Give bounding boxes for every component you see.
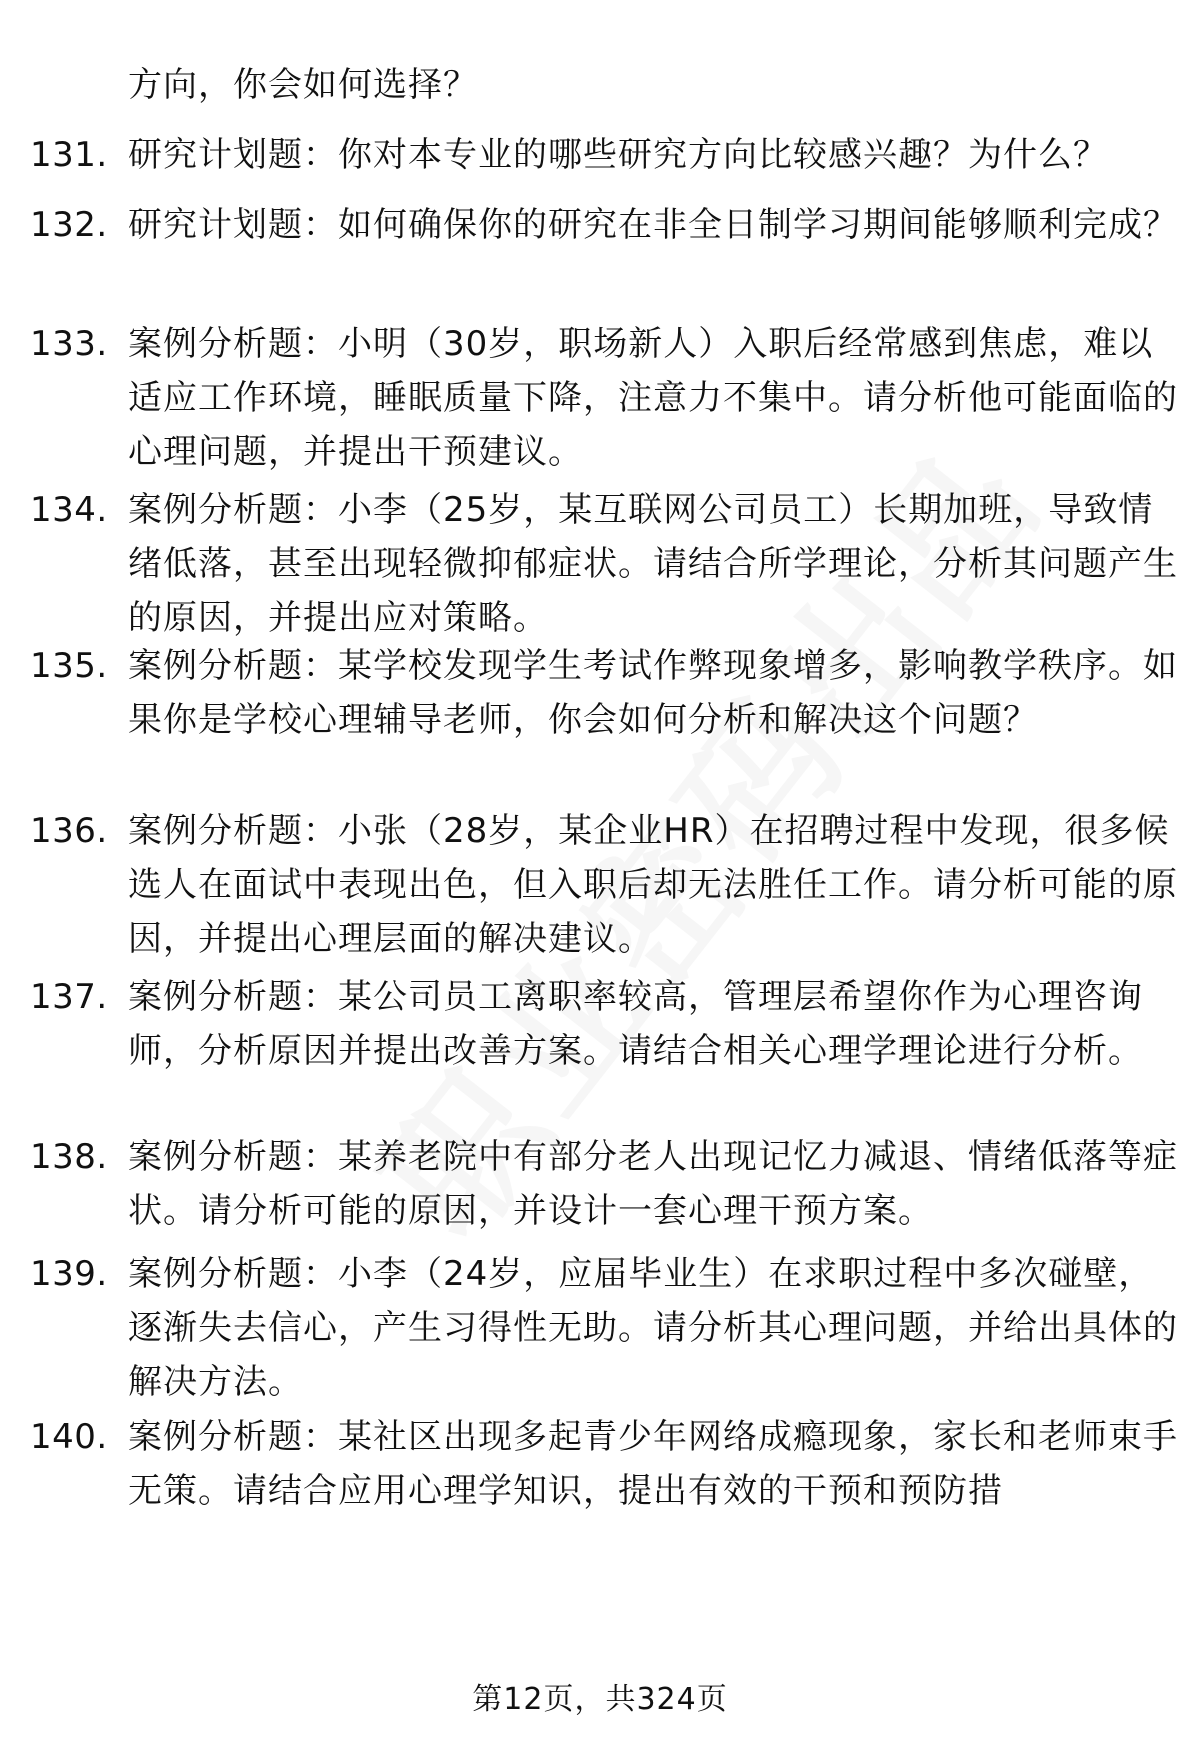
question-text: 案例分析题：某公司员工离职率较高，管理层希望你作为心理咨询师，分析原因并提出改善方案。请结合相关心理学理论进行分析。 (128, 977, 1143, 1071)
page-footer: 第12页，共324页 (472, 1682, 728, 1717)
question-number: 134. (30, 490, 108, 530)
question-text: 案例分析题：某社区出现多起青少年网络成瘾现象，家长和老师束手无策。请结合应用心理学知识，提出有效的干预和预防措 (128, 1417, 1178, 1511)
question-text: 研究计划题：如何确保你的研究在非全日制学习期间能够顺利完成？ (128, 205, 1178, 245)
question-number: 138. (30, 1137, 108, 1177)
continuation-text: 方向，你会如何选择？ (128, 65, 478, 105)
question-text: 案例分析题：小李（25岁，某互联网公司员工）长期加班，导致情绪低落，甚至出现轻微抑郁症状。请结合所学理论，分析其问题产生的原因，并提出应对策略。 (128, 490, 1178, 638)
question-text: 案例分析题：小明（30岁，职场新人）入职后经常感到焦虑，难以适应工作环境，睡眠质量下降，注意力不集中。请分析他可能面临的心理问题，并提出干预建议。 (128, 324, 1178, 472)
question-number: 133. (30, 324, 108, 364)
question-number: 132. (30, 205, 108, 245)
question-text: 案例分析题：小李（24岁，应届毕业生）在求职过程中多次碰壁，逐渐失去信心，产生习得性无助。请分析其心理问题，并给出具体的解决方法。 (128, 1254, 1178, 1402)
question-text: 案例分析题：小张（28岁，某企业HR）在招聘过程中发现，很多候选人在面试中表现出色，但入职后却无法胜任工作。请分析可能的原因，并提出心理层面的解决建议。 (128, 811, 1178, 959)
question-number: 131. (30, 135, 108, 175)
question-number: 136. (30, 811, 108, 851)
question-text: 案例分析题：某学校发现学生考试作弊现象增多，影响教学秩序。如果你是学校心理辅导老师，你会如何分析和解决这个问题？ (128, 646, 1178, 740)
question-number: 139. (30, 1254, 108, 1294)
question-number: 137. (30, 977, 108, 1017)
question-text: 案例分析题：某养老院中有部分老人出现记忆力减退、情绪低落等症状。请分析可能的原因，并设计一套心理干预方案。 (128, 1137, 1178, 1231)
question-text: 研究计划题：你对本专业的哪些研究方向比较感兴趣？为什么？ (128, 135, 1108, 175)
question-number: 140. (30, 1417, 108, 1457)
question-number: 135. (30, 646, 108, 686)
